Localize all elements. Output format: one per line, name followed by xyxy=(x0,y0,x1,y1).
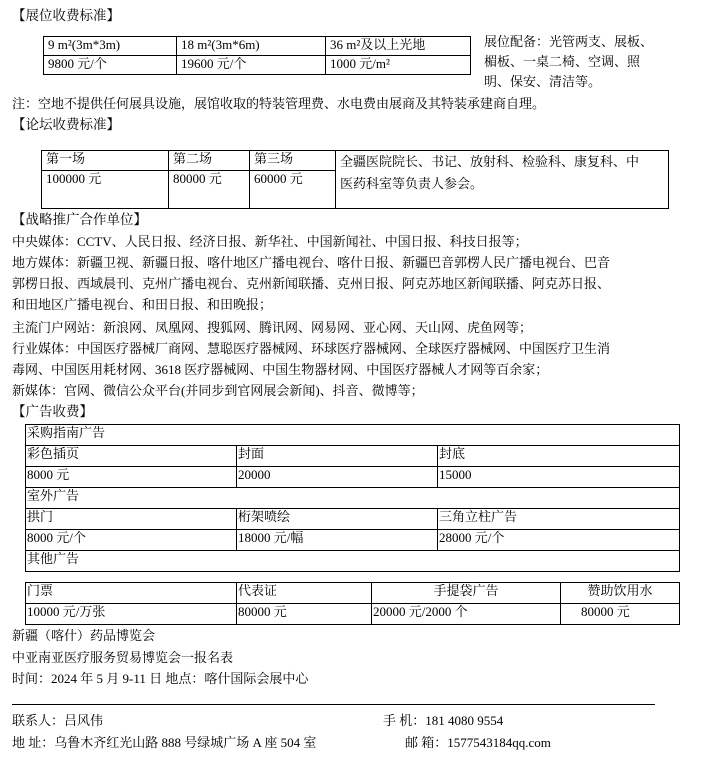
form-time-location: 时间：2024 年 5 月 9-11 日 地点：喀什国际会展中心 xyxy=(12,671,309,686)
forum-price-1: 100000 元 xyxy=(42,171,169,209)
booth-equipment-line: 展位配备：光管两支、展板、 xyxy=(484,34,654,49)
forum-session-3: 第三场 xyxy=(250,151,336,171)
booth-equipment xyxy=(484,32,653,92)
media-line-local: 地方媒体：新疆卫视、新疆日报、喀什地区广播电视台、喀什日报、新疆巴音郭楞人民广播电视台、巴音 xyxy=(12,255,611,270)
forum-audience-line: 医药科室等负责人参会。 xyxy=(340,176,484,191)
contact-email xyxy=(405,735,551,751)
ad-price: 15000 xyxy=(438,467,680,488)
ad-ticket: 门票 xyxy=(26,583,237,604)
table-row xyxy=(26,551,680,572)
ad-price: 20000 xyxy=(237,467,438,488)
table-row xyxy=(44,56,471,75)
booth-note: 注：空地不提供任何展具设施，展馆收取的特装管理费、水电费由展商及其特装承建商自理。 xyxy=(12,96,546,111)
table-row xyxy=(26,604,680,625)
forum-heading: 【论坛收费标准】 xyxy=(12,117,120,132)
ad-price: 80000 元 xyxy=(561,604,680,625)
ad-section-title: 其他广告 xyxy=(26,551,680,572)
contact-phone xyxy=(383,713,503,729)
form-title-2: 中亚南亚医疗服务贸易博览会一报名表 xyxy=(12,650,234,665)
forum-fee-table xyxy=(41,150,669,209)
ad-cover: 封面 xyxy=(237,446,438,467)
ad-other-table xyxy=(25,582,680,625)
contact-address-label: 地 址： xyxy=(12,735,55,750)
table-row xyxy=(42,151,669,171)
booth-fee-table xyxy=(43,36,471,75)
contact-email-label: 邮 箱： xyxy=(405,735,448,750)
booth-size-36: 36 m²及以上光地 xyxy=(326,37,471,56)
ad-color-insert: 彩色插页 xyxy=(26,446,237,467)
booth-price-36: 1000 元/m² xyxy=(326,56,471,75)
booth-equipment-line: 楣板、一桌二椅、空调、照 xyxy=(484,54,641,69)
media-line-industry-cont: 毒网、中国医用耗材网、3618 医疗器械网、中国生物器材网、中国医疗器械人才网等百余家； xyxy=(12,362,549,377)
ad-price: 18000 元/幅 xyxy=(237,530,438,551)
media-line-new: 新媒体：官网、微信公众平台(并同步到官网展会新闻)、抖音、微博等； xyxy=(12,383,424,398)
ad-column: 三角立柱广告 xyxy=(438,509,680,530)
ad-price: 20000 元/2000 个 xyxy=(372,604,561,625)
ad-price: 80000 元 xyxy=(237,604,372,625)
table-row xyxy=(26,467,680,488)
contact-address xyxy=(12,735,316,751)
ads-heading: 【广告收费】 xyxy=(12,404,93,419)
contact-phone-label: 手 机： xyxy=(383,713,426,728)
booth-size-18: 18 m²(3m*6m) xyxy=(177,37,326,56)
ad-price: 28000 元/个 xyxy=(438,530,680,551)
ad-price: 8000 元 xyxy=(26,467,237,488)
table-row xyxy=(26,509,680,530)
contact-address-value: 乌鲁木齐红光山路 888 号绿城广场 A 座 504 室 xyxy=(54,735,317,750)
ad-handbag: 手提袋广告 xyxy=(372,583,561,604)
forum-session-2: 第二场 xyxy=(169,151,250,171)
contact-phone-value: 181 4080 9554 xyxy=(425,713,504,728)
table-row xyxy=(26,446,680,467)
contact-person-value: 吕风伟 xyxy=(64,713,104,728)
table-row xyxy=(26,425,680,446)
booth-price-18: 19600 元/个 xyxy=(177,56,326,75)
table-row xyxy=(26,488,680,509)
contact-person-label: 联系人： xyxy=(12,713,65,728)
ad-water: 赞助饮用水 xyxy=(561,583,680,604)
contact-email-value[interactable]: 1577543184qq.com xyxy=(447,735,551,750)
ad-price: 10000 元/万张 xyxy=(26,604,237,625)
ad-fee-table xyxy=(25,424,680,572)
forum-audience xyxy=(336,151,669,209)
ad-badge: 代表证 xyxy=(237,583,372,604)
form-title-1: 新疆（喀什）药品博览会 xyxy=(12,628,156,643)
booth-price-9: 9800 元/个 xyxy=(44,56,177,75)
media-line-portal: 主流门户网站：新浪网、凤凰网、搜狐网、腾讯网、网易网、亚心网、天山网、虎鱼网等； xyxy=(12,320,533,335)
forum-price-3: 60000 元 xyxy=(250,171,336,209)
table-row xyxy=(26,530,680,551)
divider xyxy=(12,704,655,705)
ad-section-title: 室外广告 xyxy=(26,488,680,509)
booth-equipment-line: 明、保安、清洁等。 xyxy=(484,74,602,89)
forum-price-2: 80000 元 xyxy=(169,171,250,209)
media-line-industry: 行业媒体：中国医疗器械厂商网、慧聪医疗器械网、环球医疗器械网、全球医疗器械网、中国医疗卫生消 xyxy=(12,341,611,356)
ad-section-title: 采购指南广告 xyxy=(26,425,680,446)
media-line-central: 中央媒体：CCTV、人民日报、经济日报、新华社、中国新闻社、中国日报、科技日报等； xyxy=(12,234,528,249)
media-line-local-cont: 郭楞日报、西域晨刊、克州广播电视台、克州新闻联播、克州日报、阿克苏地区新闻联播、阿克苏日报、 xyxy=(12,276,611,291)
table-row xyxy=(26,583,680,604)
contact-person xyxy=(12,713,103,729)
forum-audience-line: 全疆医院院长、书记、放射科、检验科、康复科、中 xyxy=(340,154,640,169)
booth-heading: 【展位收费标准】 xyxy=(12,8,120,23)
ad-arch: 拱门 xyxy=(26,509,237,530)
ad-price: 8000 元/个 xyxy=(26,530,237,551)
ad-back-cover: 封底 xyxy=(438,446,680,467)
ad-truss: 桁架喷绘 xyxy=(237,509,438,530)
forum-session-1: 第一场 xyxy=(42,151,169,171)
table-row xyxy=(44,37,471,56)
media-heading: 【战略推广合作单位】 xyxy=(12,212,147,227)
booth-size-9: 9 m²(3m*3m) xyxy=(44,37,177,56)
media-line-local-cont: 和田地区广播电视台、和田日报、和田晚报； xyxy=(12,297,273,312)
